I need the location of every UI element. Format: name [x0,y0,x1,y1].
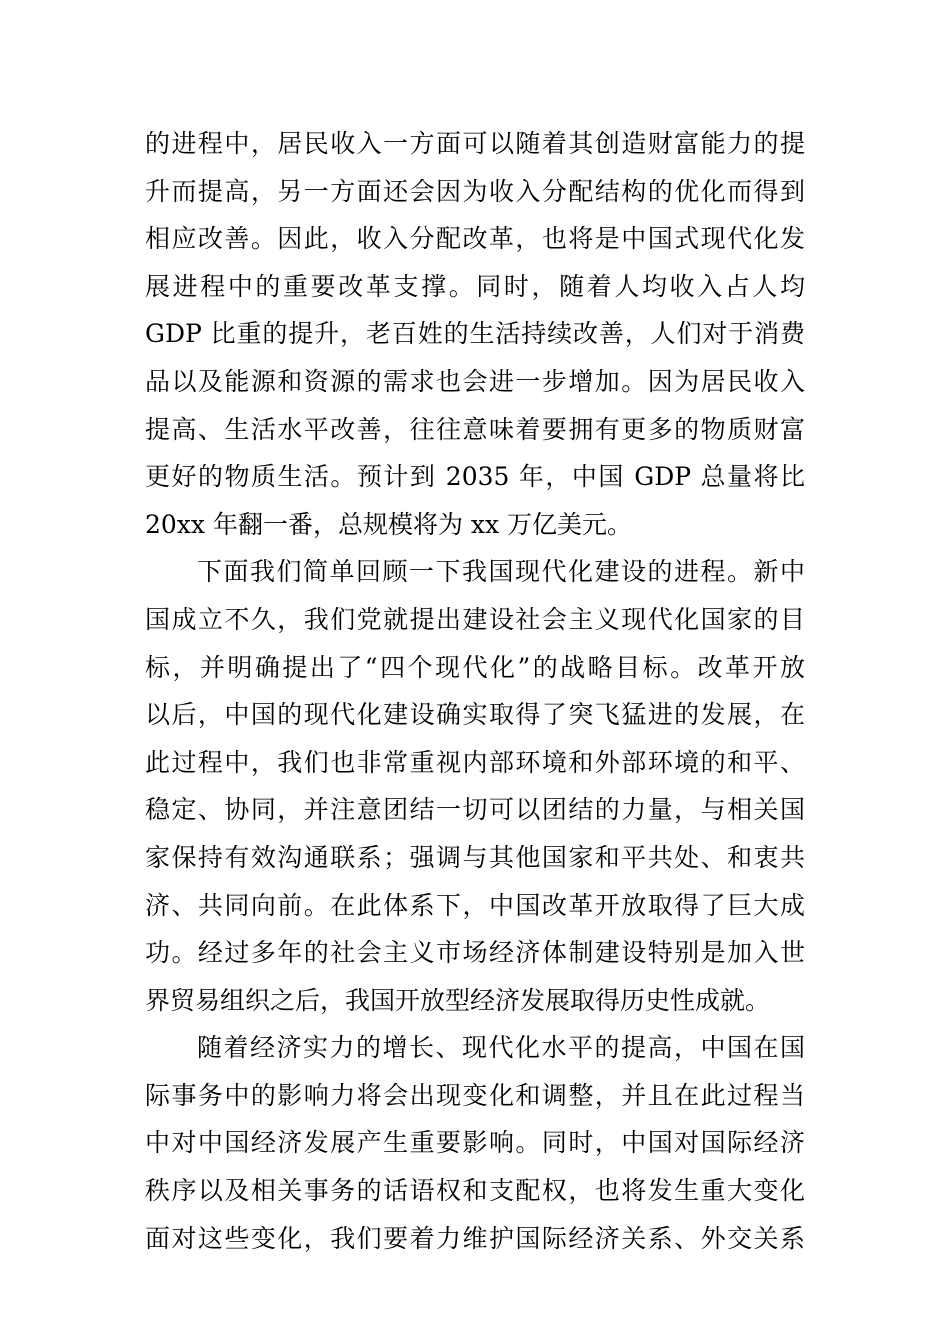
text-line: 界贸易组织之后，我国开放型经济发展取得历史性成就。 [145,985,771,1015]
text-line: 家保持有效沟通联系；强调与其他国家和平共处、和衷共 [145,842,805,872]
text-line: 际事务中的影响力将会出现变化和调整，并且在此过程当 [145,1080,805,1110]
text-line: 展进程中的重要改革支撑。同时，随着人均收入占人均 [145,271,805,301]
text-line: 稳定、协同，并注意团结一切可以团结的力量，与相关国 [145,795,805,825]
text-line: 济、共同向前。在此体系下，中国改革开放取得了巨大成 [145,890,805,920]
text-line: 国成立不久，我们党就提出建设社会主义现代化国家的目 [145,604,805,634]
text-line: 提高、生活水平改善，往往意味着要拥有更多的物质财富 [145,414,805,444]
text-line: 秩序以及相关事务的话语权和支配权，也将发生重大变化 [145,1176,805,1206]
text-line: 标，并明确提出了“四个现代化”的战略目标。改革开放 [145,652,805,682]
text-line: 面对这些变化，我们要着力维护国际经济关系、外交关系 [145,1223,805,1253]
document-body [145,120,805,1262]
text-line: 以后，中国的现代化建设确实取得了突飞猛进的发展，在 [145,700,805,730]
text-line: 的进程中，居民收入一方面可以随着其创造财富能力的提 [145,129,805,158]
text-line: GDP 比重的提升，老百姓的生活持续改善，人们对于消费 [145,319,805,349]
text-line: 中对中国经济发展产生重要影响。同时，中国对国际经济 [145,1128,805,1158]
text-line: 品以及能源和资源的需求也会进一步增加。因为居民收入 [145,366,805,396]
text-line: 功。经过多年的社会主义市场经济体制建设特别是加入世 [145,938,805,968]
text-line: 20xx 年翻一番，总规模将为 xx 万亿美元。 [145,509,633,539]
text-line: 相应改善。因此，收入分配改革，也将是中国式现代化发 [145,224,805,254]
text-line: 下面我们简单回顾一下我国现代化建设的进程。新中 [197,557,805,587]
text-line: 此过程中，我们也非常重视内部环境和外部环境的和平、 [145,747,805,777]
text-line: 升而提高，另一方面还会因为收入分配结构的优化而得到 [145,176,805,206]
text-line: 更好的物质生活。预计到 2035 年，中国 GDP 总量将比 [145,462,805,492]
paragraph [145,548,805,1024]
paragraph [145,1024,805,1262]
text-line: 随着经济实力的增长、现代化水平的提高，中国在国 [197,1033,805,1063]
paragraph [145,120,805,548]
